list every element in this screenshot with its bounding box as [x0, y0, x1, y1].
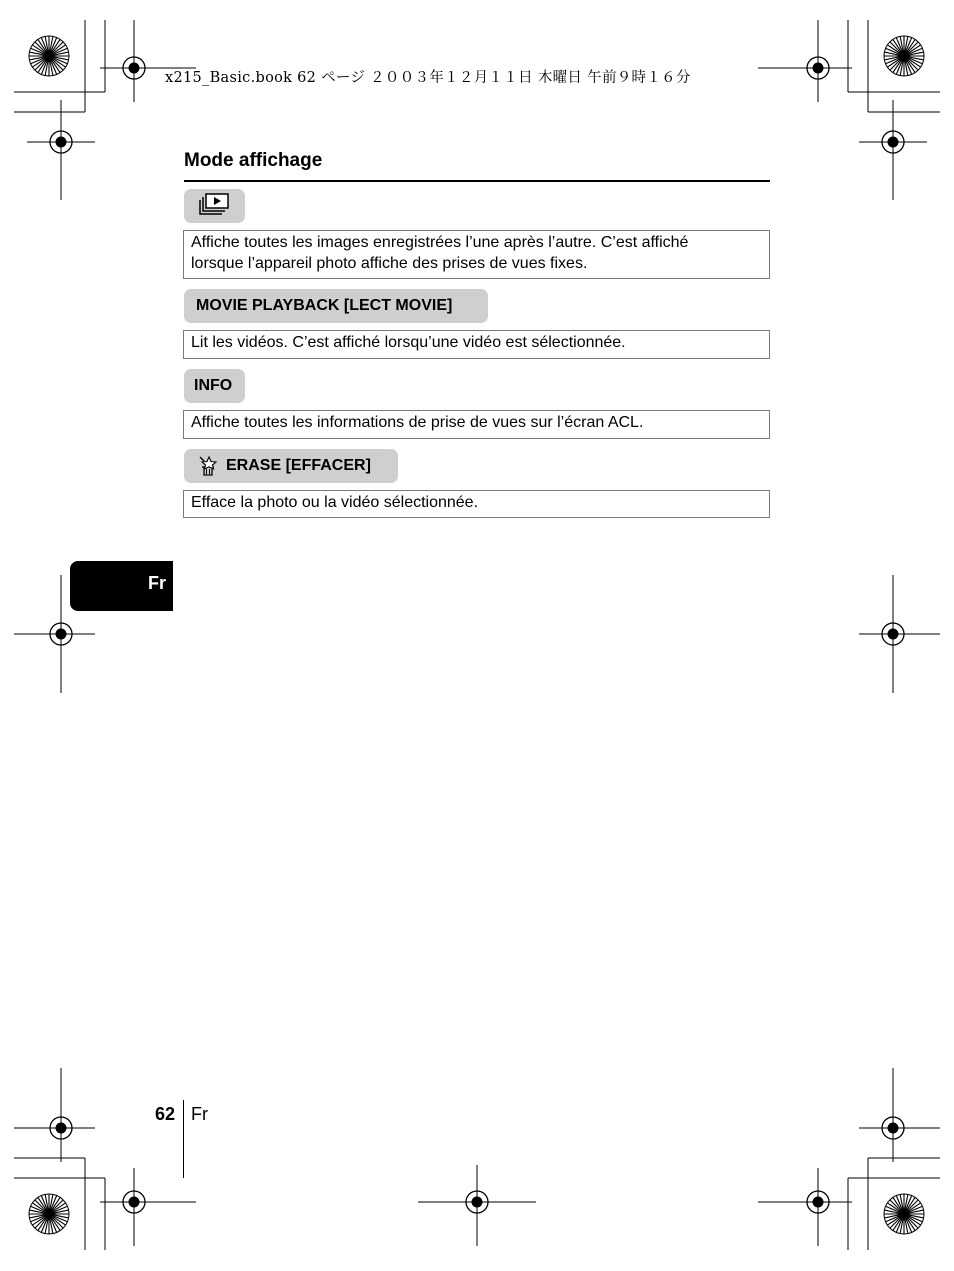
- playback-icon: [198, 192, 232, 221]
- item-description-erase: [183, 490, 770, 518]
- item-label-text: ERASE [EFFACER]: [226, 457, 371, 474]
- description-line: Affiche toutes les informations de prise de vues sur l’écran ACL.: [191, 414, 644, 431]
- item-description-playback: [183, 230, 770, 279]
- erase-icon: [198, 455, 218, 477]
- item-label-text: MOVIE PLAYBACK [LECT MOVIE]: [196, 297, 453, 314]
- item-description-info: [183, 410, 770, 439]
- description-line: lorsque l’appareil photo affiche des prises de vues fixes.: [191, 255, 588, 272]
- description-line: Affiche toutes les images enregistrées l’une après l’autre. C’est affiché: [191, 234, 689, 251]
- print-header: x215_Basic.book 62 ページ ２００３年１２月１１日 木曜日 午前９時１６分: [165, 70, 691, 86]
- footer-language: Fr: [191, 1104, 208, 1124]
- language-tab: Fr: [70, 561, 173, 611]
- item-label-text: INFO: [194, 377, 233, 394]
- section-title: Mode affichage: [184, 150, 323, 171]
- item-label-playback: [184, 189, 245, 223]
- item-description-movie-playback: [183, 330, 770, 359]
- item-label-erase: [184, 449, 398, 483]
- description-line: Lit les vidéos. C’est affiché lorsqu’une vidéo est sélectionnée.: [191, 334, 626, 351]
- item-label-movie-playback: [184, 289, 488, 323]
- page-number: 62: [155, 1104, 176, 1124]
- description-line: Efface la photo ou la vidéo sélectionnée.: [191, 494, 479, 511]
- title-rule: [184, 180, 770, 182]
- footer-separator: [183, 1100, 184, 1178]
- item-label-info: [184, 369, 245, 403]
